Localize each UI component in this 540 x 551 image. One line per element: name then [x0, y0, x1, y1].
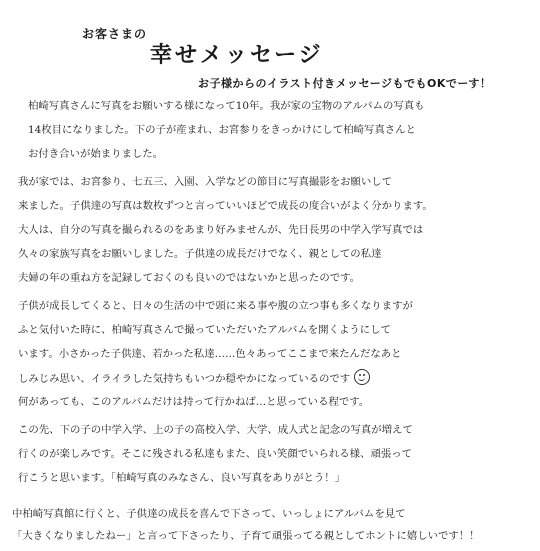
- letter-line: 行くのが楽しみです。そこに残される私達もまた、良い笑顔でいられる様、頑張って: [18, 448, 413, 460]
- letter-line: 夫婦の年の重ね方を記録しておくのも良いのではないかと思ったのです。: [18, 272, 361, 284]
- letter-line: 14枚目になりました。下の子が産まれ、お宮参りをきっかけにして柏崎写真さんと: [28, 124, 416, 136]
- letter-line: 中柏崎写真館に行くと、子供達の成長を喜んで下さって、いっしょにアルバムを見て: [12, 508, 406, 520]
- letter-line-with-smiley: [18, 369, 370, 387]
- smiley-face-icon: [354, 369, 370, 385]
- page-kicker: お客さまの: [82, 27, 148, 41]
- letter-line: います。小さかった子供達、若かった私達……色々あってここまで来たんだなあと: [18, 348, 402, 360]
- letter-line: この先、下の子の中学入学、上の子の高校入学、大学、成人式と記念の写真が増えて: [18, 424, 413, 436]
- letter-line: ふと気付いた時に、柏崎写真さんで撮っていただいたアルバムを開くようにして: [18, 324, 391, 336]
- letter-line: 何があっても、このアルバムだけは持って行かねば…と思っている程です。: [18, 396, 370, 408]
- letter-line: 我が家では、お宮参り、七五三、入園、入学などの節目に写真撮影をお願いして: [18, 176, 393, 188]
- letter-line: 子供が成長してくると、日々の生活の中で頭に来る事や腹の立つ事も多くなりますが: [18, 300, 413, 312]
- letter-line: 久々の家族写真をお願いしました。子供達の成長だけでなく、親としての私達: [18, 248, 382, 260]
- letter-line: お付き合いが始まりました。: [28, 148, 164, 160]
- page-subtitle: お子様からのイラスト付きメッセージもでもOKでーす！: [198, 77, 492, 90]
- letter-line: 大人は、自分の写真を撮られるのをあまり好みませんが、先日長男の中学入学写真では: [18, 224, 424, 236]
- page-title: 幸せメッセージ: [150, 43, 324, 68]
- letter-line: 柏崎写真さんに写真をお願いする様になって10年。我が家の宝物のアルバムの写真も: [28, 100, 425, 112]
- letter-line: 「大きくなりましたねー」と言って下さったり、子育て頑張ってる親としてホントに嬉しいです！！: [12, 530, 480, 542]
- letter-line: 来ました。子供達の写真は数枚ずつと言っていいほどで成長の度合いがよく分かります。: [18, 200, 433, 212]
- letter-line: 行こうと思います。「柏崎写真のみなさん、良い写真をありがとう！」: [18, 472, 346, 484]
- letter-line: しみじみ思い、イライラした気持ちもいつか穏やかになっているのです: [18, 373, 351, 385]
